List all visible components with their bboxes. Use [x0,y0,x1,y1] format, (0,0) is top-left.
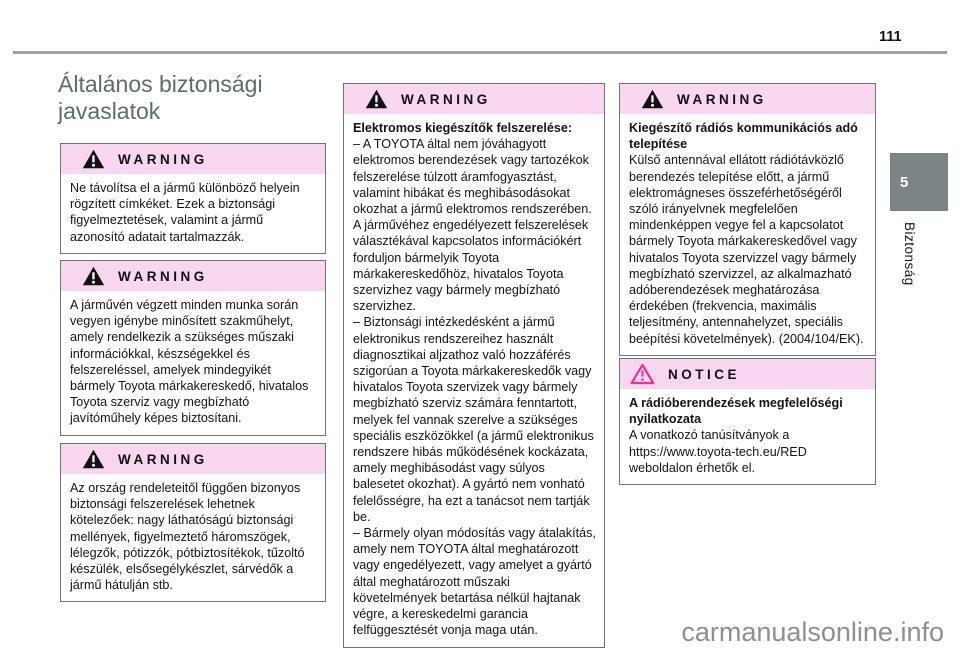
warning-bullet: – Bármely olyan módosítás vagy átalakítás, amely nem TOYOTA által meghatározott vagy engedélyezett, vagy amelyet a gyártó által meghatározott műszaki követelmények betartása nélkül hajtanak végre, a kereskedelmi garancia felfüggesztését vonja maga után. [353,526,596,638]
warning-body [344,114,604,647]
warning-body [61,474,325,601]
notice-header [620,359,875,389]
warning-text: Az ország rendeleteitől függően bizonyos biztonsági felszerelések lehetnek kötelezőek: nagy láthatóságú biztonsági mellények, figyelmeztető háromszögek, lélegzők, pótizzók, pótbiztosítékok, tűzoltó készülék, elsősegélykészlet, sárvédők a jármű hátulján stb. [70,481,305,593]
warning-header [61,444,325,474]
warning-triangle-icon [82,149,105,169]
warning-triangle-icon [365,89,388,109]
warning-box-qualified-workshop [60,260,326,436]
watermark-text: carmanualsonline.info [681,617,944,647]
warning-header [620,84,875,114]
warning-header [344,84,604,114]
notice-text: A vonatkozó tanúsítványok a https://www.toyota-tech.eu/RED weboldalon érhetők el. [629,428,807,475]
warning-body [620,114,875,355]
warning-box-mandatory-equipment [60,443,326,602]
warning-label: WARNING [118,151,208,167]
page-number: 111 [879,29,902,45]
notice-subheading: A rádióberendezések megfelelőségi nyilatkozata [629,396,843,427]
warning-bullet: – Biztonsági intézkedésként a jármű elektronikus rendszereihez használt diagnosztikai aljzathoz való hozzáférés szigorúan a Toyota márkakereskedők vagy hivatalos Toyota szervizek vagy bármely megbízható szerviz számára fenntartott, melyek fel vannak szerelve a szükséges speciális eszközökkel (a jármű elektronikus rendszere hibás működésének kockázata, amely meghibásodást vagy súlyos balesetet okozhat). A gyártó nem vonható felelősségre, ha ezt a tanácsot nem tartják be. [353,315,594,524]
warning-triangle-icon [82,449,105,469]
header-rule [13,51,947,54]
warning-triangle-icon [82,266,105,286]
warning-box-radio-transmitter [619,83,876,356]
notice-triangle-icon [630,363,655,385]
warning-body [61,291,325,435]
page-title: Általános biztonsági javaslatok [58,71,263,124]
warning-subheading: Kiegészítő rádiós kommunikációs adó telepítése [629,121,858,152]
warning-box-labels [60,143,326,254]
notice-label: NOTICE [668,366,741,382]
warning-bullet: – A TOYOTA által nem jóváhagyott elektromos berendezések vagy tartozékok felszerelése túlzott áramfogyasztást, valamint hibákat és meghibásodásokat okozhat a jármű elektromos rendszerében. A járművéhez engedélyezett felszerelések választékával kapcsolatos információkért forduljon bármelyik Toyota márkakereskedőhöz, hivatalos Toyota szervizhez vagy bármely megbízható szervizhez. [353,137,592,314]
notice-box-radio-conformity [619,358,876,485]
warning-label: WARNING [118,451,208,467]
warning-header [61,261,325,291]
chapter-label-vertical: Biztonság [902,222,917,286]
notice-body [620,389,875,484]
warning-label: WARNING [118,268,208,284]
warning-text: Külső antennával ellátott rádiótávközlő berendezés telepítése előtt, a jármű elektromágneses összeférhetőségéről szóló irányelvnek megfelelően mindenképpen vegye fel a kapcsolatot bármely Toyota márkakereskedővel vagy hivatalos Toyota szervizzel vagy bármely megbízható szervizzel, az alkalmazható adóberendezések meghatározása érdekében (frekvencia, maximális teljesítmény, antennahelyzet, speciális beépítési követelmények). (2004/104/EK). [629,153,864,346]
chapter-tab [890,153,948,211]
warning-text: Ne távolítsa el a jármű különböző helyein rögzített címkéket. Ezek a biztonsági figyelmeztetések, valamint a jármű azonosító adatait tartalmazzák. [70,181,300,244]
warning-text: A járművén végzett minden munka során vegyen igénybe minősített szakműhelyt, amely rendelkezik a szükséges műszaki információkkal, készségekkel és felszereléssel, amelyek mindegyikét bármely Toyota márkakereskedő, hivatalos Toyota szerviz vagy megbízható javítóműhely képes biztosítani. [70,298,309,426]
warning-subheading: Elektromos kiegészítők felszerelése: [353,121,573,135]
warning-header [61,144,325,174]
warning-body [61,174,325,253]
warning-box-electrical-accessories [343,83,605,648]
chapter-number: 5 [900,173,909,191]
warning-triangle-icon [641,89,664,109]
warning-label: WARNING [401,91,491,107]
warning-label: WARNING [677,91,767,107]
